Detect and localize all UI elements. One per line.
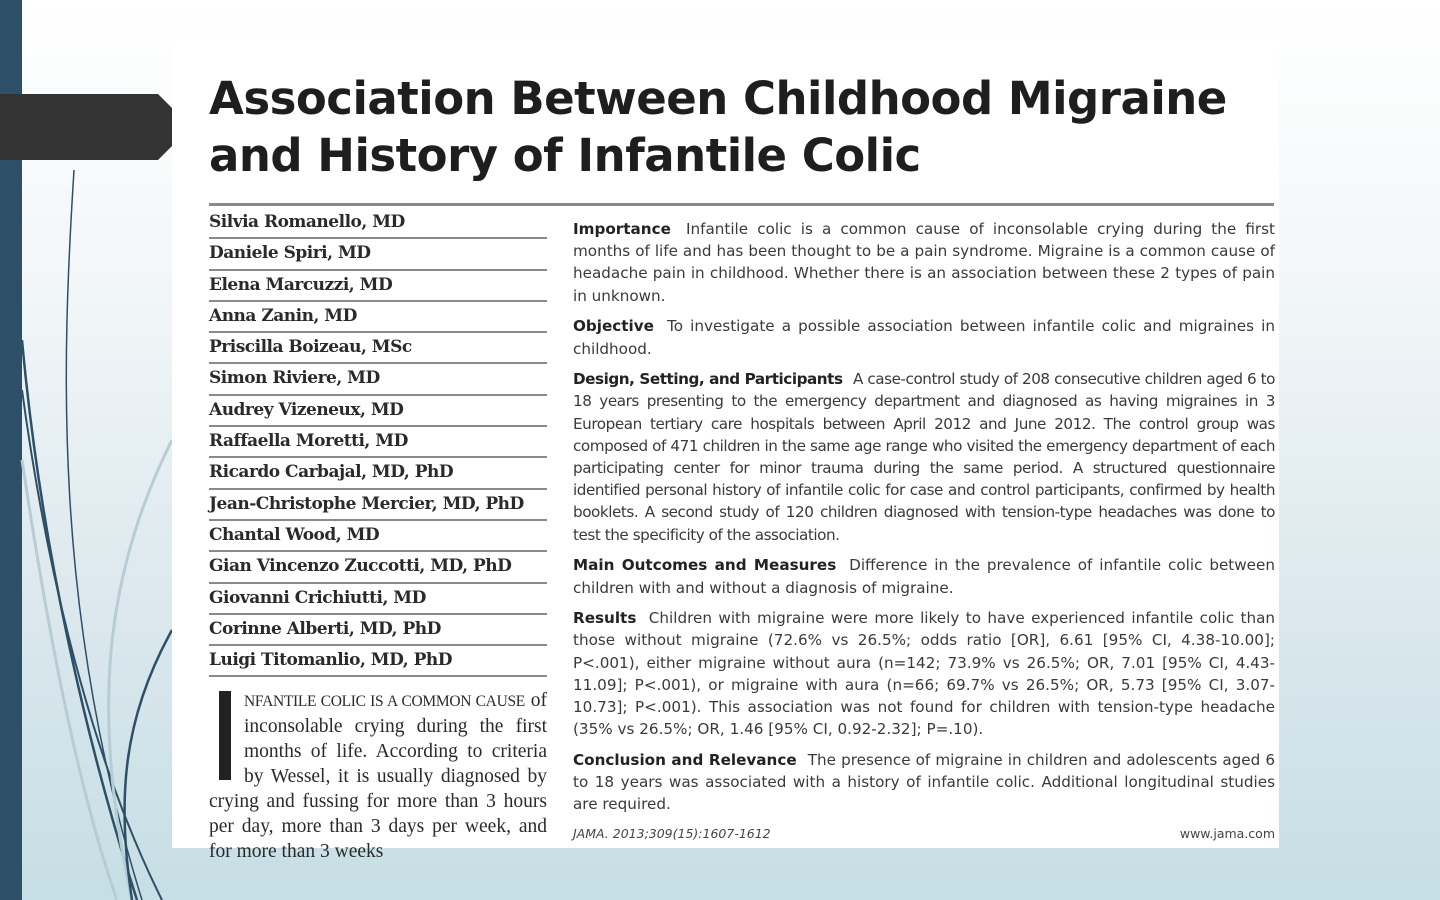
title-divider	[209, 203, 1274, 206]
section-label: Importance	[573, 220, 671, 238]
section-text: Difference in the prevalence of infantile colic between children with and without a diagnosis of migraine.	[573, 556, 1275, 597]
section-label: Conclusion and Relevance	[573, 750, 797, 769]
section-label: Results	[573, 609, 637, 628]
abstract-results	[573, 607, 1275, 740]
abstract-objective	[573, 315, 1275, 359]
abstract-outcomes	[573, 554, 1275, 598]
author-list	[209, 208, 547, 677]
intro-paragraph	[209, 688, 547, 864]
author-name: Raffaella Moretti, MD	[209, 427, 547, 458]
journal-website: www.jama.com	[1179, 826, 1275, 841]
paper-title: Association Between Childhood Migraine and History of Infantile Colic	[209, 72, 1227, 182]
abstract	[573, 218, 1275, 824]
author-name: Simon Riviere, MD	[209, 364, 547, 395]
author-name: Gian Vincenzo Zuccotti, MD, PhD	[209, 552, 547, 583]
intro-small-caps: NFANTILE COLIC IS A COMMON CAUSE	[244, 693, 525, 710]
section-text: Children with migraine were more likely to have experienced infantile colic than those without migraine (72.6% vs 26.5%; odds ratio [OR], 6.61 [95% CI, 4.38-10.00]; P<.001), either migraine without aura (n=142; 73.9% vs 26.5%; OR, 7.01 [95% CI, 4.43-11.09]; P<.001), or migraine with aura (n=66; 69.7% vs 26.5%; OR, 5.73 [95% CI, 3.07-10.73]; P<.001). This association was not found for children with tension-type headache (35% vs 26.5%; OR, 1.46 [95% CI, 0.92-2.32]; P=.10).	[573, 609, 1276, 739]
decorative-swoosh-lines	[22, 160, 182, 900]
author-name: Daniele Spiri, MD	[209, 239, 547, 270]
intro-text: of inconsolable crying during the first months of life. According to criteria by Wessel, it is usually diagnosed by crying and fussing for more than 3 hours per day, more than 3 days per week, and for more than 3 weeks	[209, 690, 547, 862]
section-text: The presence of migraine in children and adolescents aged 6 to 18 years was associated with a history of infantile colic. Additional longitudinal studies are required.	[573, 750, 1275, 814]
section-text: A case-control study of 208 consecutive children aged 6 to 18 years presenting to the emergency department and diagnosed as having migraines in 3 European tertiary care hospitals between April 2012 and June 2012. The control group was composed of 471 children in the same age range who visited the emergency department of each participating center for minor trauma during the same period. A structured questionnaire identified personal history of infantile colic for case and control participants, confirmed by health booklets. A second study of 120 children diagnosed with tension-type headaches was done to test the specificity of the association.	[573, 370, 1275, 544]
paper-footer	[573, 826, 1275, 841]
author-name: Elena Marcuzzi, MD	[209, 271, 547, 302]
section-label: Design, Setting, and Participants	[573, 370, 843, 389]
author-name: Chantal Wood, MD	[209, 521, 547, 552]
author-name: Jean-Christophe Mercier, MD, PhD	[209, 490, 547, 521]
author-name: Giovanni Crichiutti, MD	[209, 584, 547, 615]
swoosh-line	[125, 630, 172, 900]
author-name: Luigi Titomanlio, MD, PhD	[209, 646, 547, 677]
journal-citation: JAMA. 2013;309(15):1607-1612	[573, 826, 771, 841]
section-label: Objective	[573, 317, 654, 336]
author-name: Anna Zanin, MD	[209, 302, 547, 333]
swoosh-line	[109, 440, 172, 900]
author-name: Ricardo Carbajal, MD, PhD	[209, 458, 547, 489]
paper-page-image	[172, 40, 1279, 862]
abstract-design	[573, 368, 1275, 546]
slide-title-tab	[0, 94, 172, 160]
author-name: Corinne Alberti, MD, PhD	[209, 615, 547, 646]
swoosh-line	[22, 340, 137, 900]
abstract-conclusion	[573, 749, 1275, 816]
dropcap-letter	[219, 691, 231, 780]
section-label: Main Outcomes and Measures	[573, 556, 837, 575]
abstract-importance	[573, 218, 1275, 307]
author-name: Audrey Vizeneux, MD	[209, 396, 547, 427]
author-name: Silvia Romanello, MD	[209, 208, 547, 239]
section-text: To investigate a possible association between infantile colic and migraines in childhood.	[573, 317, 1275, 358]
author-name: Priscilla Boizeau, MSc	[209, 333, 547, 364]
section-text: Infantile colic is a common cause of inconsolable crying during the first months of life and has been thought to be a pain syndrome. Migraine is a common cause of headache pain in childhood. Whether there is an association between these 2 types of pain in unknown.	[573, 220, 1276, 305]
swoosh-line	[22, 460, 117, 900]
